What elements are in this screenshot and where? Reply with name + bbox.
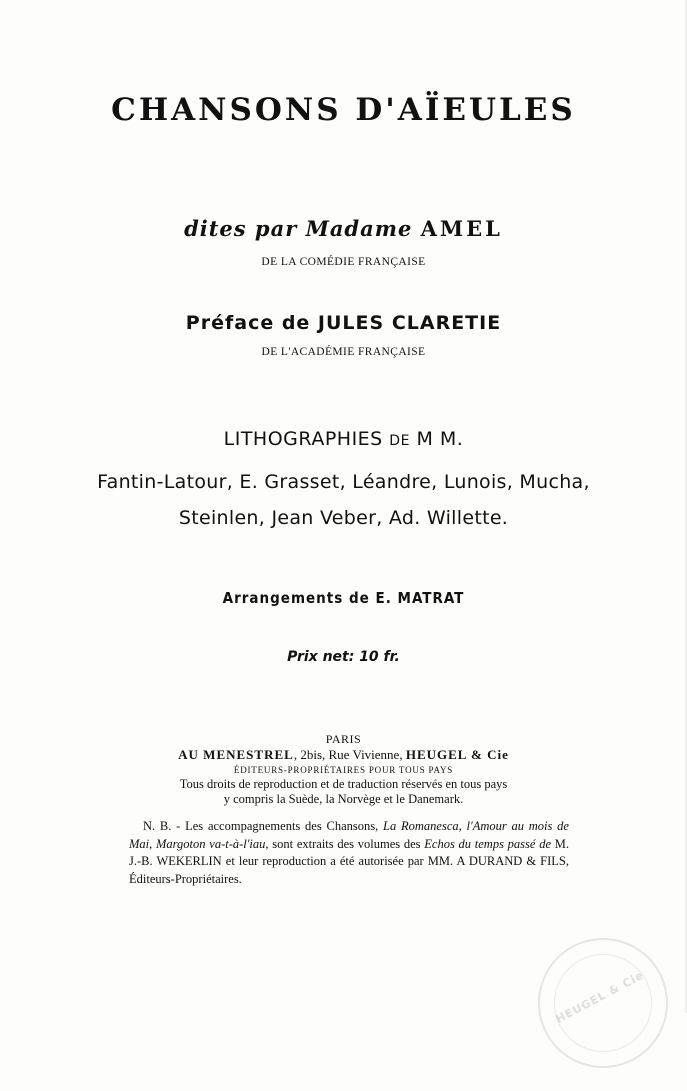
publisher-city: PARIS [325,732,362,746]
stamp-inner-ring [537,937,670,1070]
reciter-line [0,216,687,241]
book-title: CHANSONS D'AÏEULES [111,92,576,128]
preface-line: Préface de JULES CLARETIE [185,312,502,334]
publisher-heugel: HEUGEL & Cie [405,747,509,762]
lithographies-de: DE [389,433,410,449]
publisher-line [0,747,687,763]
artists-line-2: Steinlen, Jean Veber, Ad. Willette. [178,507,509,529]
library-stamp [515,915,687,1091]
rights-line-2: y compris la Suède, la Norvège et le Danemark. [223,792,464,806]
nb-collection-title: Echos du temps passé de [424,836,551,851]
price-line: Prix net: 10 fr. [287,649,400,665]
publisher-name: AU MENESTREL [178,747,294,762]
editeurs-line: ÉDITEURS-PROPRIÉTAIRES POUR TOUS PAYS [233,765,454,775]
nb-lead: N. B. - Les accompagnements des Chansons, [143,819,384,833]
lithographies-heading [0,428,687,450]
dites-par-text: dites par Madame [184,216,421,241]
nb-mid: sont extraits des volumes des [268,836,425,851]
rights-line-1: Tous droits de reproduction et de traduction réservés en tous pays [179,777,508,791]
comedie-francaise-line: DE LA COMÉDIE FRANÇAISE [261,256,426,268]
artists-line-1: Fantin-Latour, E. Grasset, Léandre, Lunois, Mucha, [97,471,590,493]
stamp-text: HEUGEL & Cie [553,968,647,1026]
lithographies-mm: M M. [409,428,464,450]
arrangements-line: Arrangements de E. MATRAT [222,589,465,607]
reciter-name: AMEL [420,216,503,241]
nb-song-titles: La Romanesca, l'Amour au mois de Mai, Margoton va-t-à-l'iau, [129,819,569,851]
nota-bene-paragraph [129,818,569,888]
nb-tail: M. J.-B. WEKERLIN et leur reproduction a été autorisée par MM. A DURAND & FILS, Éditeurs-Propriétaires. [129,836,569,886]
lithographies-word: LITHOGRAPHIES [223,428,390,450]
academie-francaise-line: DE L'ACADÉMIE FRANÇAISE [261,346,426,358]
publisher-address: , 2bis, Rue Vivienne, [293,747,406,762]
